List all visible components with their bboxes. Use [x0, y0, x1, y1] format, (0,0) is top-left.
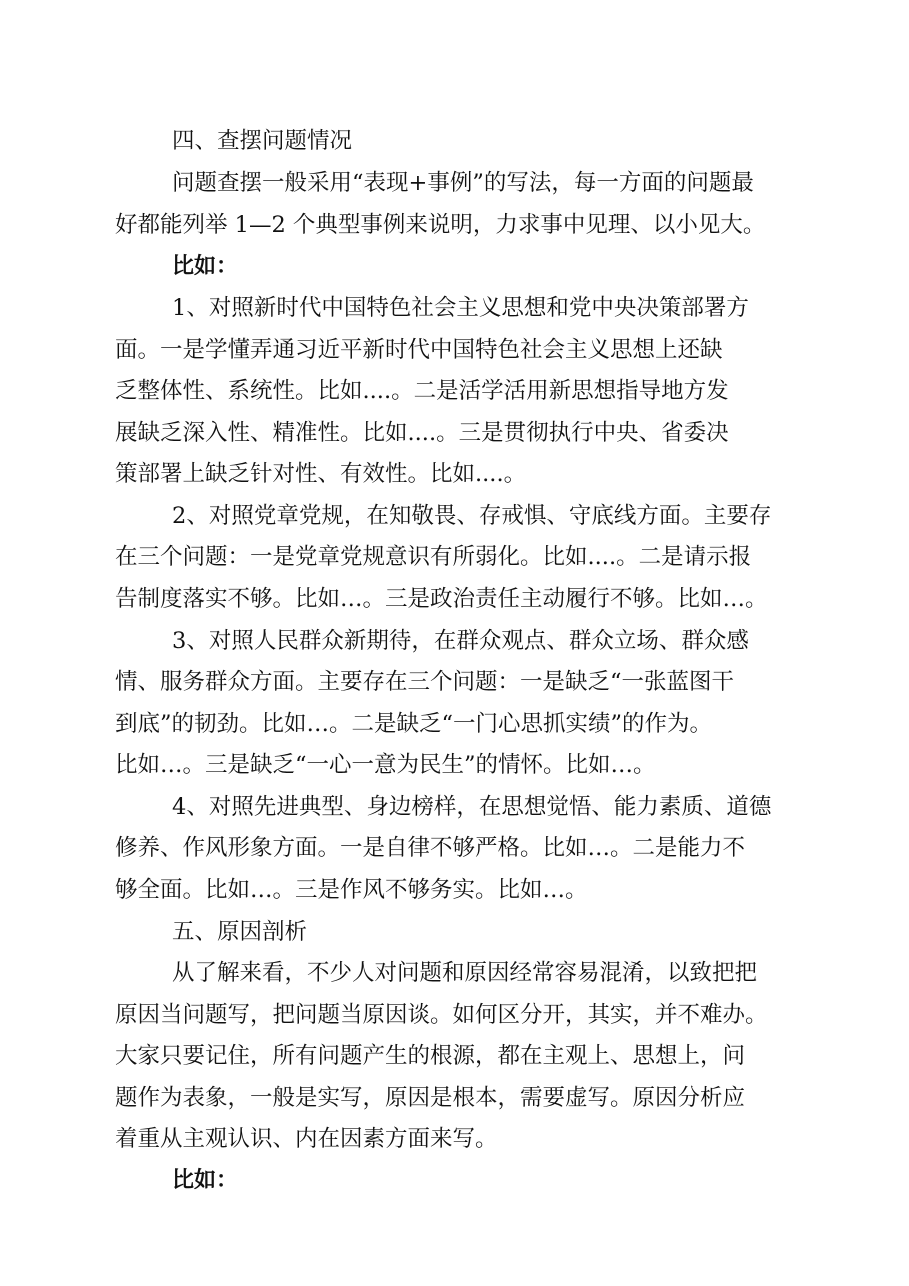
paragraph-line: 修养、作风形象方面。一是自律不够严格。比如…。二是能力不 [115, 835, 746, 861]
paragraph-line: 面。一是学懂弄通习近平新时代中国特色社会主义思想上还缺 [115, 337, 723, 363]
section-heading-5: 五、原因剖析 [172, 919, 308, 945]
paragraph-line: 3、对照人民群众新期待，在群众观点、群众立场、群众感 [172, 628, 749, 654]
example-label: 比如： [172, 254, 239, 279]
paragraph-line: 从了解来看，不少人对问题和原因经常容易混淆，以致把把 [172, 960, 758, 986]
paragraph-line: 着重从主观认识、内在因素方面来写。 [115, 1126, 498, 1152]
paragraph-line: 到底”的韧劲。比如…。二是缺乏“一门心思抓实绩”的作为。 [115, 711, 713, 737]
paragraph-line: 策部署上缺乏针对性、有效性。比如....。 [115, 461, 527, 487]
paragraph-line: 告制度落实不够。比如…。三是政治责任主动履行不够。比如…。 [115, 586, 768, 612]
paragraph-line: 题作为表象，一般是实写，原因是根本，需要虚写。原因分析应 [115, 1085, 746, 1111]
paragraph-line: 原因当问题写，把问题当原因谈。如何区分开，其实，并不难办。 [115, 1002, 768, 1028]
paragraph-line: 2、对照党章党规，在知敬畏、存戒惧、守底线方面。主要存 [172, 503, 772, 529]
paragraph-line: 问题查摆一般采用“表现+事例”的写法，每一方面的问题最 [172, 170, 754, 196]
paragraph-line: 在三个问题：一是党章党规意识有所弱化。比如....。二是请示报 [115, 544, 752, 570]
paragraph-line: 好都能列举 1—2 个典型事例来说明，力求事中见理、以小见大。 [115, 212, 766, 238]
paragraph-line: 情、服务群众方面。主要存在三个问题：一是缺乏“一张蓝图干 [115, 669, 735, 695]
paragraph-line: 够全面。比如…。三是作风不够务实。比如…。 [115, 877, 588, 903]
paragraph-line: 比如…。三是缺乏“一心一意为民生”的情怀。比如…。 [115, 752, 656, 778]
example-label: 比如： [172, 1168, 239, 1193]
paragraph-line: 展缺乏深入性、精准性。比如....。三是贯彻执行中央、省委决 [115, 420, 729, 446]
paragraph-line: 4、对照先进典型、身边榜样，在思想觉悟、能力素质、道德 [172, 794, 772, 820]
section-heading-4: 四、查摆问题情况 [172, 128, 353, 154]
paragraph-line: 大家只要记住，所有问题产生的根源，都在主观上、思想上，问 [115, 1043, 746, 1069]
paragraph-line: 乏整体性、系统性。比如....。二是活学活用新思想指导地方发 [115, 378, 729, 404]
paragraph-line: 1、对照新时代中国特色社会主义思想和党中央决策部署方 [172, 295, 749, 321]
